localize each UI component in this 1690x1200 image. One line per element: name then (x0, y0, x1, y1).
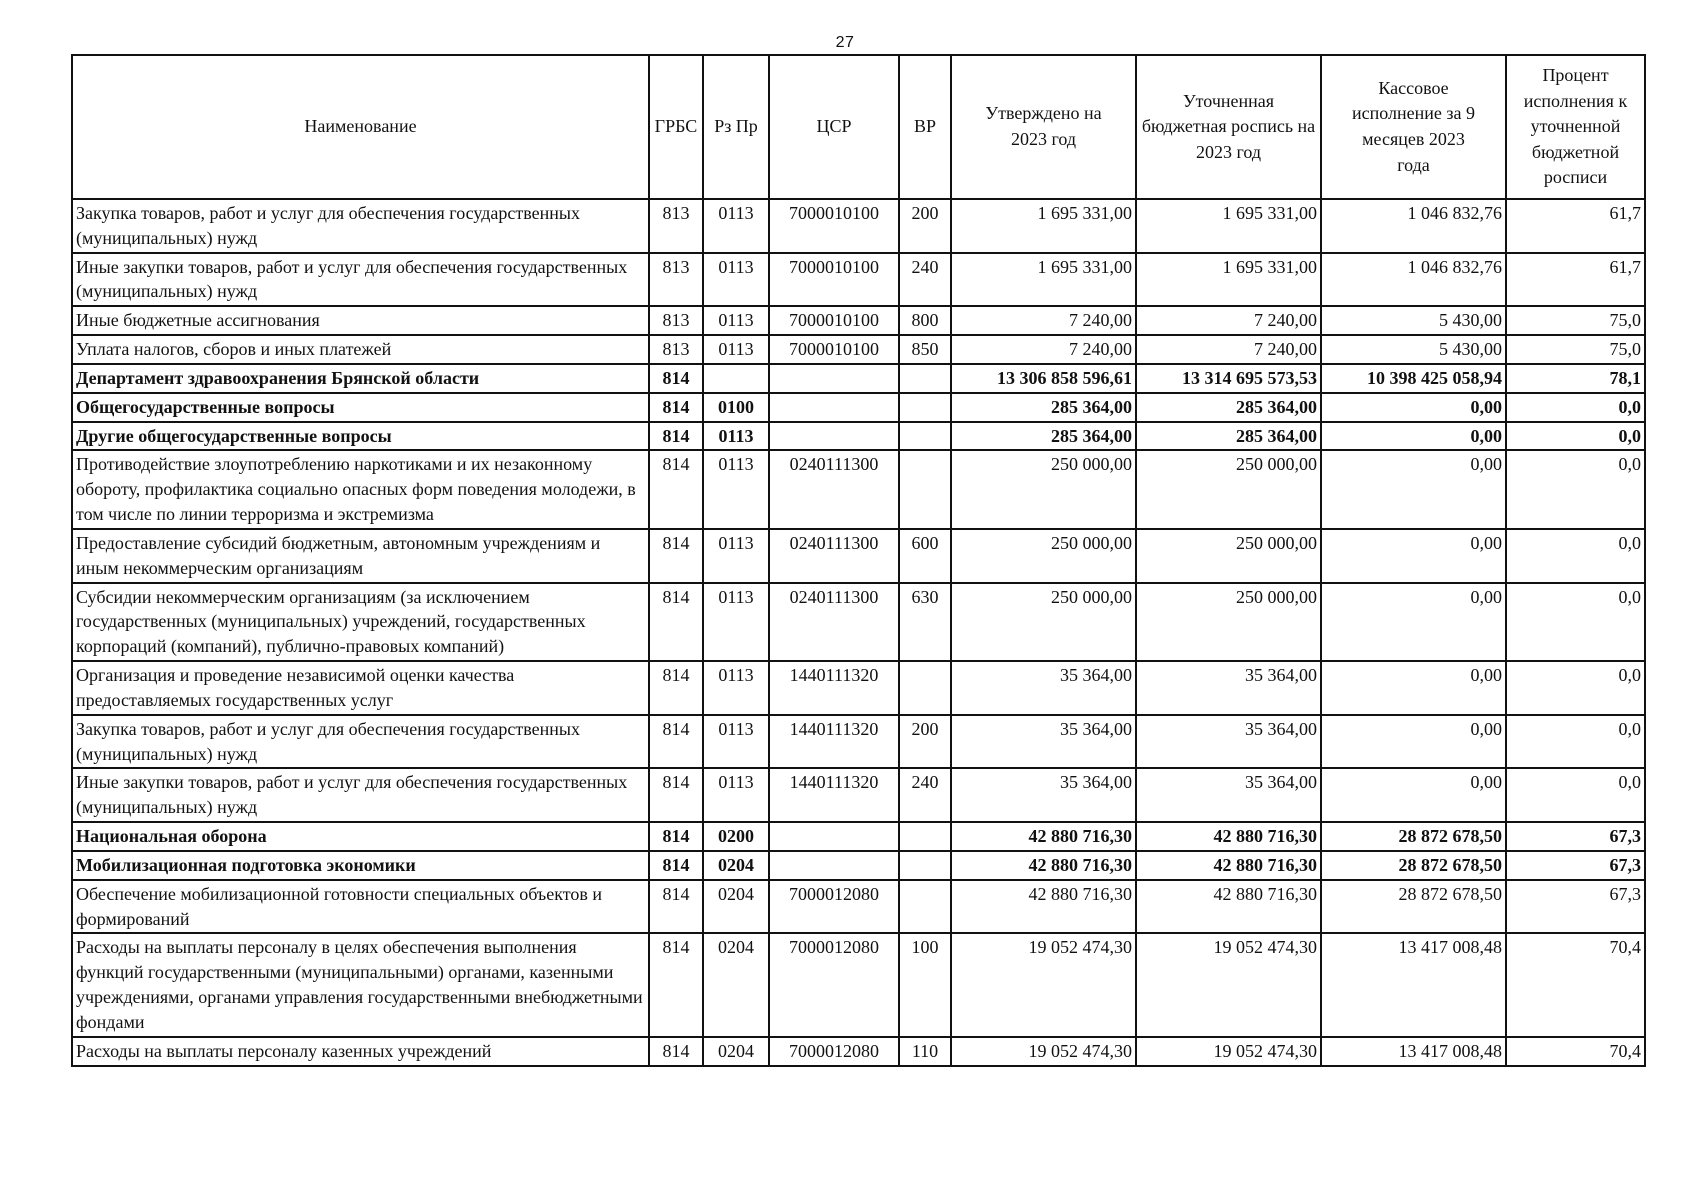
cell-rzpr: 0113 (703, 335, 769, 364)
cell-approved: 13 306 858 596,61 (951, 364, 1136, 393)
cell-percent: 0,0 (1506, 393, 1645, 422)
cell-refined: 285 364,00 (1136, 393, 1321, 422)
cell-refined: 285 364,00 (1136, 422, 1321, 451)
cell-cash: 0,00 (1321, 583, 1506, 661)
cell-name: Закупка товаров, работ и услуг для обеспечения государственных (муниципальных) нужд (72, 199, 649, 253)
cell-cash: 0,00 (1321, 450, 1506, 528)
cell-cash: 0,00 (1321, 529, 1506, 583)
header-row (72, 55, 1645, 199)
cell-rzpr: 0113 (703, 422, 769, 451)
cell-rzpr: 0113 (703, 661, 769, 715)
cell-grbs: 814 (649, 450, 703, 528)
cell-rzpr: 0113 (703, 306, 769, 335)
cell-rzpr: 0113 (703, 529, 769, 583)
cell-rzpr: 0113 (703, 199, 769, 253)
cell-name: Расходы на выплаты персоналу в целях обеспечения выполнения функций государственными (муниципальными) органами, казенными учреждениями, органами управления государственными внебюджетными фондами (72, 933, 649, 1036)
cell-grbs: 813 (649, 199, 703, 253)
cell-percent: 0,0 (1506, 450, 1645, 528)
cell-refined: 42 880 716,30 (1136, 822, 1321, 851)
cell-grbs: 814 (649, 661, 703, 715)
cell-percent: 70,4 (1506, 933, 1645, 1036)
cell-name: Закупка товаров, работ и услуг для обеспечения государственных (муниципальных) нужд (72, 715, 649, 769)
cell-cash: 0,00 (1321, 715, 1506, 769)
cell-grbs: 814 (649, 583, 703, 661)
cell-refined: 19 052 474,30 (1136, 1037, 1321, 1066)
cell-vr: 850 (899, 335, 951, 364)
cell-vr: 110 (899, 1037, 951, 1066)
cell-name: Предоставление субсидий бюджетным, автономным учреждениям и иным некоммерческим организациям (72, 529, 649, 583)
table-row (72, 422, 1645, 451)
cell-grbs: 813 (649, 306, 703, 335)
cell-csr: 0240111300 (769, 583, 899, 661)
table-body (72, 199, 1645, 1066)
cell-refined: 35 364,00 (1136, 768, 1321, 822)
cell-percent: 70,4 (1506, 1037, 1645, 1066)
cell-grbs: 814 (649, 529, 703, 583)
table-row (72, 450, 1645, 528)
cell-refined: 13 314 695 573,53 (1136, 364, 1321, 393)
cell-percent: 0,0 (1506, 768, 1645, 822)
cell-rzpr: 0113 (703, 253, 769, 307)
cell-approved: 35 364,00 (951, 661, 1136, 715)
cell-approved: 35 364,00 (951, 715, 1136, 769)
cell-percent: 75,0 (1506, 306, 1645, 335)
cell-refined: 1 695 331,00 (1136, 253, 1321, 307)
header-percent: Процент исполнения к уточненной бюджетной росписи (1506, 55, 1645, 199)
cell-approved: 1 695 331,00 (951, 199, 1136, 253)
cell-rzpr: 0204 (703, 851, 769, 880)
table-row (72, 199, 1645, 253)
cell-csr: 1440111320 (769, 715, 899, 769)
cell-grbs: 814 (649, 393, 703, 422)
cell-csr: 1440111320 (769, 661, 899, 715)
table-row (72, 661, 1645, 715)
cell-rzpr (703, 364, 769, 393)
cell-cash: 28 872 678,50 (1321, 851, 1506, 880)
cell-cash: 5 430,00 (1321, 335, 1506, 364)
cell-refined: 250 000,00 (1136, 450, 1321, 528)
cell-grbs: 814 (649, 1037, 703, 1066)
cell-refined: 19 052 474,30 (1136, 933, 1321, 1036)
cell-vr (899, 422, 951, 451)
cell-cash: 1 046 832,76 (1321, 199, 1506, 253)
cell-vr: 600 (899, 529, 951, 583)
cell-percent: 78,1 (1506, 364, 1645, 393)
cell-grbs: 814 (649, 822, 703, 851)
cell-vr (899, 364, 951, 393)
cell-name: Противодействие злоупотреблению наркотиками и их незаконному обороту, профилактика социально опасных форм поведения молодежи, в том числе по линии терроризма и экстремизма (72, 450, 649, 528)
cell-vr: 100 (899, 933, 951, 1036)
cell-csr: 0240111300 (769, 450, 899, 528)
cell-approved: 285 364,00 (951, 393, 1136, 422)
table-row (72, 529, 1645, 583)
cell-percent: 61,7 (1506, 253, 1645, 307)
cell-approved: 250 000,00 (951, 450, 1136, 528)
cell-refined: 42 880 716,30 (1136, 880, 1321, 934)
cell-percent: 67,3 (1506, 851, 1645, 880)
cell-refined: 35 364,00 (1136, 661, 1321, 715)
cell-grbs: 814 (649, 422, 703, 451)
cell-rzpr: 0100 (703, 393, 769, 422)
table-row (72, 393, 1645, 422)
cell-approved: 250 000,00 (951, 583, 1136, 661)
cell-rzpr: 0200 (703, 822, 769, 851)
cell-percent: 75,0 (1506, 335, 1645, 364)
table-header (72, 55, 1645, 199)
cell-name: Иные закупки товаров, работ и услуг для обеспечения государственных (муниципальных) нужд (72, 253, 649, 307)
table-row (72, 583, 1645, 661)
cell-grbs: 813 (649, 253, 703, 307)
cell-vr: 800 (899, 306, 951, 335)
cell-cash: 0,00 (1321, 768, 1506, 822)
cell-rzpr: 0113 (703, 768, 769, 822)
page-number: 27 (835, 34, 855, 51)
table-row (72, 880, 1645, 934)
header-csr: ЦСР (769, 55, 899, 199)
table-row (72, 768, 1645, 822)
cell-vr (899, 661, 951, 715)
cell-name: Другие общегосударственные вопросы (72, 422, 649, 451)
cell-csr (769, 851, 899, 880)
cell-refined: 42 880 716,30 (1136, 851, 1321, 880)
cell-cash: 28 872 678,50 (1321, 822, 1506, 851)
cell-percent: 0,0 (1506, 422, 1645, 451)
cell-refined: 7 240,00 (1136, 335, 1321, 364)
cell-approved: 42 880 716,30 (951, 851, 1136, 880)
cell-rzpr: 0113 (703, 450, 769, 528)
cell-refined: 35 364,00 (1136, 715, 1321, 769)
cell-vr (899, 880, 951, 934)
cell-grbs: 814 (649, 364, 703, 393)
cell-grbs: 813 (649, 335, 703, 364)
cell-refined: 7 240,00 (1136, 306, 1321, 335)
cell-name: Иные бюджетные ассигнования (72, 306, 649, 335)
table-row (72, 933, 1645, 1036)
cell-vr (899, 822, 951, 851)
header-name: Наименование (72, 55, 649, 199)
cell-name: Организация и проведение независимой оценки качества предоставляемых государственных услуг (72, 661, 649, 715)
cell-name: Расходы на выплаты персоналу казенных учреждений (72, 1037, 649, 1066)
cell-csr: 7000010100 (769, 199, 899, 253)
cell-approved: 1 695 331,00 (951, 253, 1136, 307)
cell-cash: 10 398 425 058,94 (1321, 364, 1506, 393)
table-row (72, 715, 1645, 769)
cell-csr (769, 822, 899, 851)
cell-refined: 1 695 331,00 (1136, 199, 1321, 253)
cell-cash: 28 872 678,50 (1321, 880, 1506, 934)
cell-cash: 1 046 832,76 (1321, 253, 1506, 307)
cell-approved: 7 240,00 (951, 335, 1136, 364)
cell-percent: 0,0 (1506, 583, 1645, 661)
cell-percent: 61,7 (1506, 199, 1645, 253)
cell-vr: 240 (899, 768, 951, 822)
cell-rzpr: 0204 (703, 933, 769, 1036)
cell-rzpr: 0113 (703, 715, 769, 769)
cell-approved: 19 052 474,30 (951, 933, 1136, 1036)
cell-vr (899, 393, 951, 422)
cell-name: Общегосударственные вопросы (72, 393, 649, 422)
cell-cash: 5 430,00 (1321, 306, 1506, 335)
header-vr: ВР (899, 55, 951, 199)
table-row (72, 1037, 1645, 1066)
cell-csr: 7000010100 (769, 253, 899, 307)
cell-name: Уплата налогов, сборов и иных платежей (72, 335, 649, 364)
cell-name: Национальная оборона (72, 822, 649, 851)
table-row (72, 335, 1645, 364)
cell-vr: 200 (899, 199, 951, 253)
budget-execution-table (71, 54, 1646, 1067)
cell-name: Обеспечение мобилизационной готовности специальных объектов и формирований (72, 880, 649, 934)
table-row (72, 851, 1645, 880)
cell-csr (769, 393, 899, 422)
cell-approved: 7 240,00 (951, 306, 1136, 335)
cell-percent: 0,0 (1506, 529, 1645, 583)
cell-csr: 7000012080 (769, 1037, 899, 1066)
cell-percent: 0,0 (1506, 661, 1645, 715)
cell-vr (899, 851, 951, 880)
cell-csr (769, 422, 899, 451)
cell-rzpr: 0204 (703, 880, 769, 934)
cell-approved: 42 880 716,30 (951, 880, 1136, 934)
cell-refined: 250 000,00 (1136, 583, 1321, 661)
cell-csr: 7000012080 (769, 933, 899, 1036)
cell-csr: 7000012080 (769, 880, 899, 934)
cell-grbs: 814 (649, 933, 703, 1036)
cell-csr: 7000010100 (769, 335, 899, 364)
cell-csr: 1440111320 (769, 768, 899, 822)
cell-rzpr: 0204 (703, 1037, 769, 1066)
cell-cash: 13 417 008,48 (1321, 1037, 1506, 1066)
cell-approved: 35 364,00 (951, 768, 1136, 822)
cell-cash: 13 417 008,48 (1321, 933, 1506, 1036)
cell-grbs: 814 (649, 851, 703, 880)
cell-cash: 0,00 (1321, 393, 1506, 422)
cell-refined: 250 000,00 (1136, 529, 1321, 583)
cell-vr: 630 (899, 583, 951, 661)
table-row (72, 306, 1645, 335)
cell-rzpr: 0113 (703, 583, 769, 661)
cell-approved: 19 052 474,30 (951, 1037, 1136, 1066)
cell-name: Департамент здравоохранения Брянской области (72, 364, 649, 393)
cell-percent: 67,3 (1506, 822, 1645, 851)
cell-approved: 42 880 716,30 (951, 822, 1136, 851)
cell-name: Иные закупки товаров, работ и услуг для обеспечения государственных (муниципальных) нужд (72, 768, 649, 822)
cell-csr: 7000010100 (769, 306, 899, 335)
cell-vr: 200 (899, 715, 951, 769)
table-row (72, 364, 1645, 393)
header-rzpr: Рз Пр (703, 55, 769, 199)
cell-percent: 67,3 (1506, 880, 1645, 934)
cell-name: Субсидии некоммерческим организациям (за исключением государственных (муниципальных) учреждений, государственных корпораций (компаний), публично-правовых компаний) (72, 583, 649, 661)
cell-grbs: 814 (649, 880, 703, 934)
cell-cash: 0,00 (1321, 661, 1506, 715)
header-approved: Утверждено на 2023 год (951, 55, 1136, 199)
cell-csr: 0240111300 (769, 529, 899, 583)
cell-vr: 240 (899, 253, 951, 307)
cell-cash: 0,00 (1321, 422, 1506, 451)
cell-approved: 285 364,00 (951, 422, 1136, 451)
cell-name: Мобилизационная подготовка экономики (72, 851, 649, 880)
header-grbs: ГРБС (649, 55, 703, 199)
cell-vr (899, 450, 951, 528)
table-row (72, 253, 1645, 307)
cell-grbs: 814 (649, 715, 703, 769)
cell-csr (769, 364, 899, 393)
header-refined: Уточненная бюджетная роспись на 2023 год (1136, 55, 1321, 199)
cell-percent: 0,0 (1506, 715, 1645, 769)
table-row (72, 822, 1645, 851)
header-cash: Кассовое исполнение за 9 месяцев 2023 года (1321, 55, 1506, 199)
cell-grbs: 814 (649, 768, 703, 822)
cell-approved: 250 000,00 (951, 529, 1136, 583)
